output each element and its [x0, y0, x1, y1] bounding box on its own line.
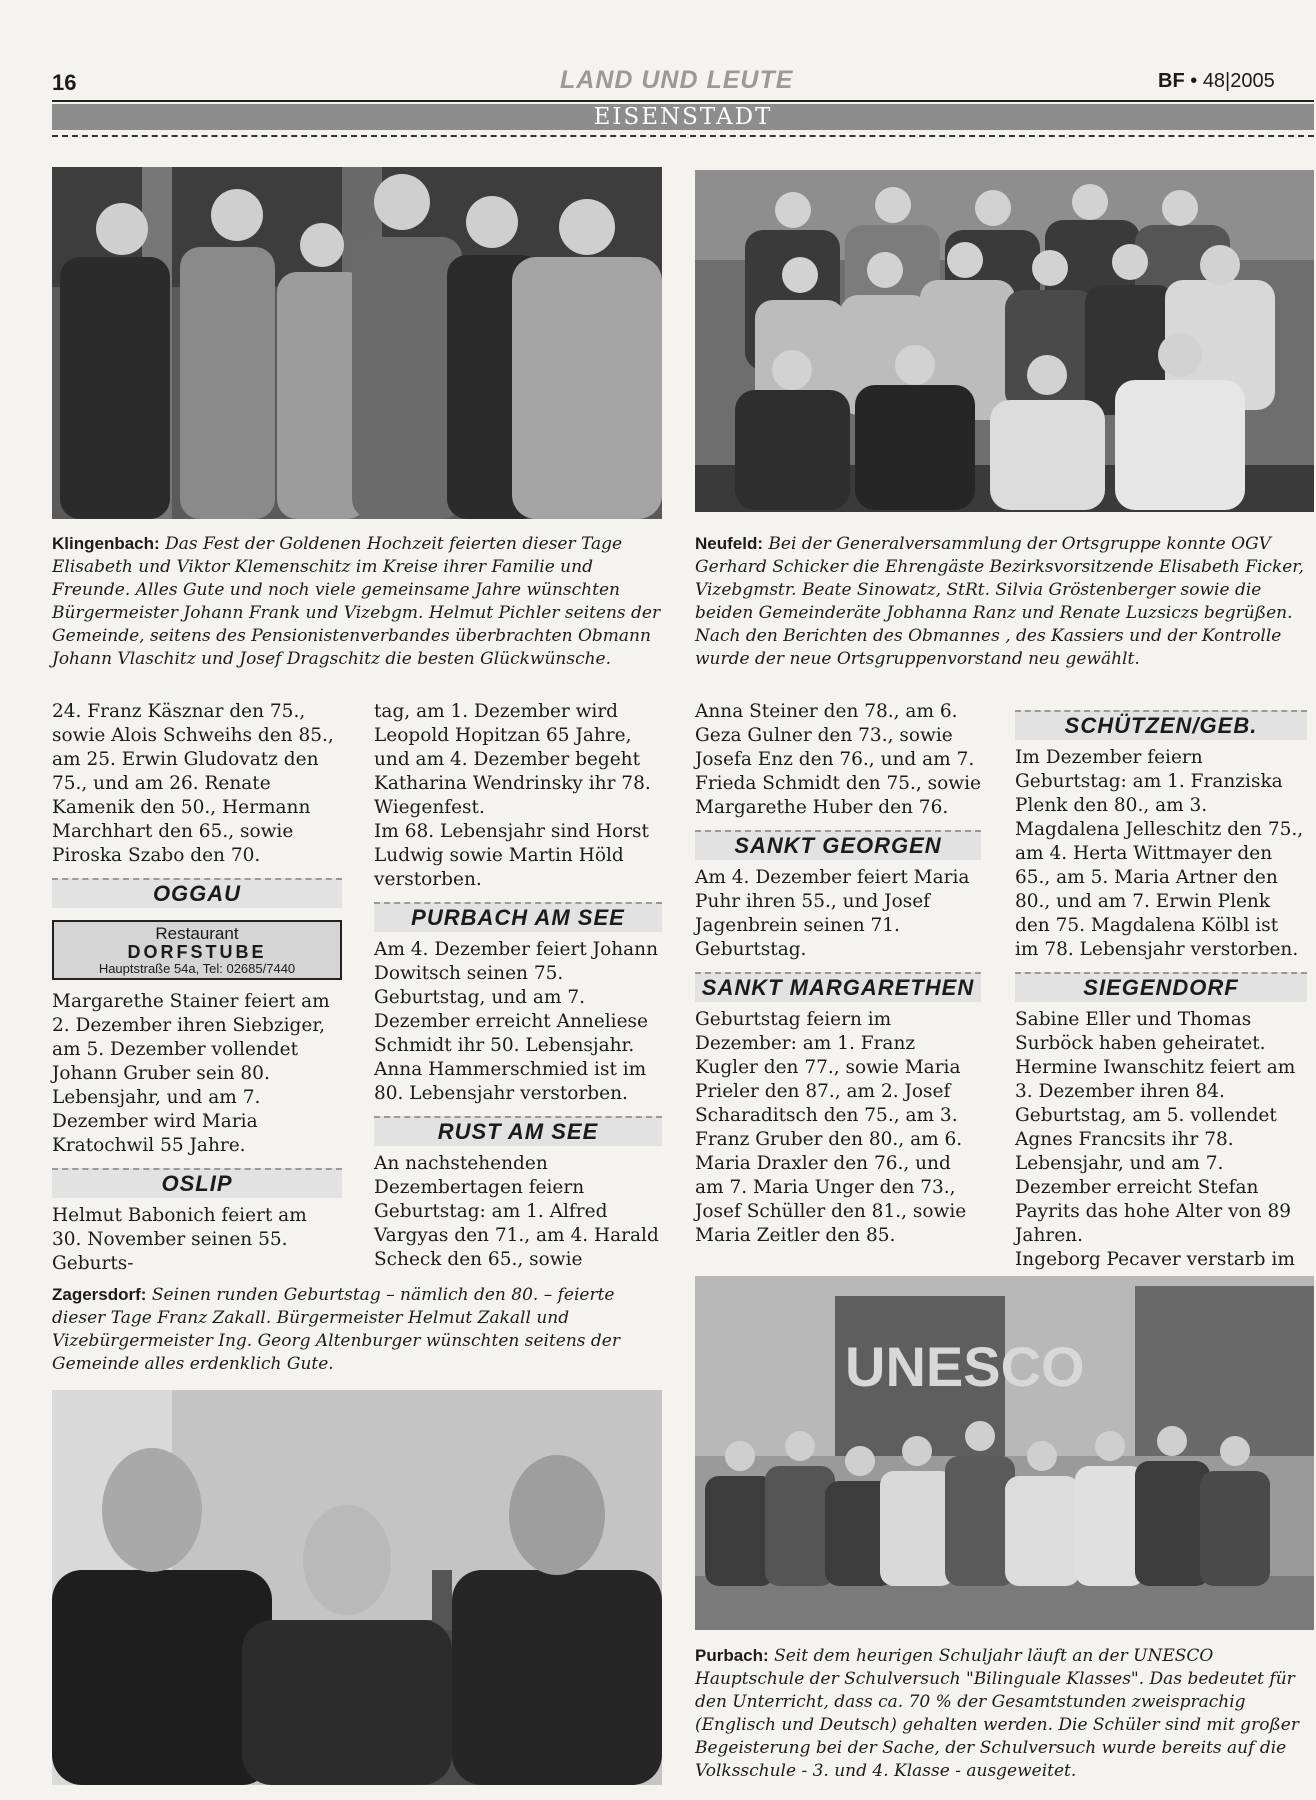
bullet: • — [1190, 70, 1198, 92]
ad-line-1: Restaurant — [155, 924, 239, 943]
text-paragraph: Geburtstag feiern im Dezember: am 1. Franz Kugler den 77., sowie Maria Prieler den 87., am 2. Josef Scharaditsch den 75., am 3. Franz Gruber den 80., am 6. Maria Draxler den 76., und am 7. Maria Unger den 73., Josef Schüller den 81., sowie Maria Zeitler den 85. — [695, 1009, 967, 1246]
text-paragraph: Anna Hammerschmied ist im 80. Lebensjahr verstorben. — [374, 1059, 647, 1104]
photo-klingenbach-image — [52, 167, 662, 519]
text-paragraph: Im Dezember feiern Geburtstag: am 1. Franziska Plenk den 80., am 3. Magdalena Jelleschitz den 75., am 4. Herta Wittmayer den 65., am 5. Maria Artner den 80., und am 7. Erwin Plenk den 75. Magdalena Kölbl ist im 78. Lebensjahr verstorben. — [1015, 747, 1304, 960]
photo-neufeld-image — [695, 170, 1314, 512]
region-banner: EISENSTADT — [52, 104, 1314, 130]
caption-zagersdorf — [52, 1283, 662, 1376]
text-paragraph: Sabine Eller und Thomas Surböck haben geheiratet. — [1015, 1009, 1266, 1054]
text-paragraph: tag, am 1. Dezember wird Leopold Hopitzan 65 Jahre, und am 4. Dezember begeht Katharina Wendrinsky ihr 78. Wiegenfest. — [374, 701, 651, 818]
caption-place: Klingenbach: — [52, 534, 160, 553]
heading-siegendorf: SIEGENDORF — [1015, 972, 1307, 1002]
column-1 — [52, 700, 342, 1276]
header-rule — [52, 100, 1314, 102]
text-paragraph: 24. Franz Käsznar den 75., sowie Alois Schweihs den 85., am 25. Erwin Gludovatz den 75., und am 26. Renate Kamenik den 50., Hermann Marchhart den 65., sowie Piroska Szabo den 70. — [52, 701, 334, 866]
column-4 — [1015, 708, 1307, 1272]
text-paragraph: Am 4. Dezember feiert Johann Dowitsch seinen 75. Geburtstag, und am 7. Dezember erreicht Anneliese Schmidt ihr 50. Lebensjahr. — [374, 939, 658, 1056]
ad-line-2: DORFSTUBE — [127, 942, 267, 962]
photo-klingenbach — [52, 167, 662, 519]
heading-rust-am-see: RUST AM SEE — [374, 1116, 662, 1146]
caption-place: Zagersdorf: — [52, 1285, 147, 1304]
page-number: 16 — [52, 70, 77, 95]
heading-purbach-am-see: PURBACH AM SEE — [374, 902, 662, 932]
text-paragraph: Margarethe Stainer feiert am 2. Dezember ihren Siebziger, am 5. Dezember vollendet Johann Gruber sein 80. Lebensjahr, und am 7. Dezember wird Maria Kratochwil 55 Jahre. — [52, 991, 330, 1156]
caption-text: Das Fest der Goldenen Hochzeit feierten dieser Tage Elisabeth und Viktor Klemenschitz im Kreise ihrer Familie und Freunde. Alles Gute und noch viele gemeinsame Jahre wünschten Bürgermeister Johann Frank und Vizebgm. Helmut Pichler seitens der Gemeinde, seitens des Pensionistenverbandes überbrachten Obmann Johann Vlaschitz und Josef Dragschitz die besten Glückwünsche. — [52, 534, 661, 669]
photo-purbach-image — [695, 1276, 1314, 1630]
issue-number: 48|2005 — [1202, 70, 1275, 92]
issue-info — [1158, 70, 1275, 93]
caption-text: Bei der Generalversammlung der Ortsgruppe konnte OGV Gerhard Schicker die Ehrengäste Bezirksvorsitzende Elisabeth Ficker, Vizebgmstr. Beate Sinowatz, StRt. Silvia Gröstenberger sowie die beiden Gemeinderäte Jobhanna Ranz und Renate Luzsiczs begrüßen. Nach den Berichten des Obmannes , des Kassiers und der Kontrolle wurde der neue Ortsgruppenvorstand neu gewählt. — [695, 534, 1304, 669]
brand-label: BF — [1158, 70, 1185, 92]
text-paragraph: Hermine Iwanschitz feiert am 3. Dezember ihren 84. Geburtstag, am 5. vollendet Agnes Francsits ihr 78. Lebensjahr, und am 7. Dezember erreicht Stefan Payrits das hohe Alter von 89 Jahren. — [1015, 1057, 1296, 1246]
heading-schuetzen-geb: SCHÜTZEN/GEB. — [1015, 710, 1307, 740]
heading-oggau: OGGAU — [52, 878, 342, 908]
ad-line-3: Hauptstraße 54a, Tel: 02685/7440 — [98, 961, 296, 976]
text-paragraph: Anna Steiner den 78., am 6. Geza Gulner den 73., sowie Josefa Enz den 76., und am 7. Frieda Schmidt den 75., sowie Margarethe Huber den 76. — [695, 701, 981, 818]
column-3 — [695, 700, 981, 1248]
heading-sankt-margarethen: SANKT MARGARETHEN — [695, 972, 981, 1002]
text-paragraph: An nachstehenden Dezembertagen feiern Geburtstag: am 1. Alfred Vargyas den 71., am 4. Harald Scheck den 65., sowie — [374, 1153, 659, 1270]
heading-sankt-georgen: SANKT GEORGEN — [695, 830, 981, 860]
photo-neufeld — [695, 170, 1314, 512]
caption-text: Seinen runden Geburtstag – nämlich den 80. – feierte dieser Tage Franz Zakall. Bürgermeister Helmut Zakall und Vizebürgermeister Ing. Georg Altenburger wünschten seitens der Gemeinde alles erdenklich Gute. — [52, 1285, 620, 1374]
text-paragraph: Helmut Babonich feiert am 30. November seinen 55. Geburts- — [52, 1205, 307, 1274]
heading-oslip: OSLIP — [52, 1168, 342, 1198]
text-paragraph: Im 68. Lebensjahr sind Horst Ludwig sowie Martin Höld verstorben. — [374, 821, 649, 890]
caption-text: Seit dem heurigen Schuljahr läuft an der UNESCO Hauptschule der Schulversuch "Bilinguale Klasses". Das bedeutet für den Unterricht, dass ca. 70 % der Gesamtstunden zweisprachig (Englisch und Deutsch) gehalten werden. Die Schüler sind mit großer Begeisterung bei der Sache, der Schulversuch wurde bereits auf die Volksschule - 3. und 4. Klasse - ausgeweitet. — [695, 1646, 1299, 1781]
text-paragraph: Ingeborg Pecaver verstarb im — [1015, 1249, 1295, 1270]
svg-text:UNESCO: UNESCO — [845, 1335, 1085, 1398]
caption-neufeld — [695, 532, 1307, 671]
section-title: LAND UND LEUTE — [560, 66, 794, 94]
header-dashed-divider — [52, 135, 1314, 137]
advertisement-dorfstube — [52, 920, 342, 980]
caption-klingenbach — [52, 532, 664, 671]
caption-place: Purbach: — [695, 1646, 769, 1665]
photo-zagersdorf-image — [52, 1390, 662, 1785]
photo-zagersdorf — [52, 1390, 662, 1785]
photo-purbach — [695, 1276, 1314, 1630]
column-2 — [374, 700, 662, 1272]
caption-purbach — [695, 1644, 1309, 1783]
text-paragraph: Am 4. Dezember feiert Maria Puhr ihren 55., und Josef Jagenbrein seinen 71. Geburtstag. — [695, 867, 970, 960]
caption-place: Neufeld: — [695, 534, 763, 553]
